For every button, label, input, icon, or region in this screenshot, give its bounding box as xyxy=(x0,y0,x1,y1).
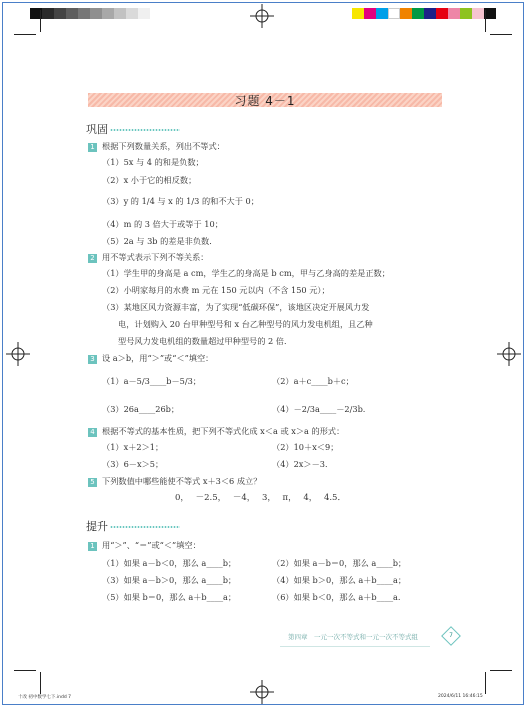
registration-mark-left-icon xyxy=(6,342,30,366)
question-number: 5 xyxy=(88,478,97,487)
q4-item-2: （2）10＋x＜9； xyxy=(272,442,339,452)
page-number: 7 xyxy=(449,632,453,639)
chapter-footer: 第四章 一元一次不等式和一元一次不等式组 xyxy=(288,633,418,641)
p1-item-5: （5）如果 b＝0，那么 a＋b____a； xyxy=(102,592,237,602)
q5-number-list: 0， －2.5， －4， 3， π， 4， 4.5． xyxy=(175,493,346,503)
registration-mark-bottom-icon xyxy=(250,680,274,704)
q3-item-1: （1）a－5/3____b－5/3； xyxy=(102,376,201,386)
crop-mark xyxy=(490,670,512,671)
question-1 xyxy=(88,141,225,152)
footer-divider xyxy=(280,646,430,647)
print-slug-timestamp: 2024/6/11 16:46:15 xyxy=(438,694,483,699)
crop-mark xyxy=(490,34,512,35)
q3-item-3: （3）26a____26b； xyxy=(102,404,180,414)
section-dots xyxy=(110,129,180,131)
q1-item-1: （1）5x 与 4 的和是负数； xyxy=(102,157,204,167)
q3-item-2: （2）a＋c____b＋c； xyxy=(272,376,354,386)
section-improve-label: 提升 xyxy=(86,520,108,533)
question-stem: 用“＞”、“＝”或“＜”填空： xyxy=(102,540,201,550)
question-stem: 设 a＞b，用“＞”或“＜”填空： xyxy=(102,353,214,363)
color-bar xyxy=(352,8,496,19)
question-stem: 用不等式表示下列不等关系： xyxy=(102,252,209,262)
question-4 xyxy=(88,426,344,437)
registration-mark-right-icon xyxy=(497,342,521,366)
section-consolidate-label: 巩固 xyxy=(86,123,108,136)
question-stem: 根据下列数量关系，列出不等式： xyxy=(102,141,225,151)
p1-item-6: （6）如果 b＜0，那么 a＋b____a. xyxy=(272,592,401,602)
question-3 xyxy=(88,353,213,364)
question-number: 2 xyxy=(88,254,97,263)
q2-item-3-cont: 电，计划购入 20 台甲种型号和 x 台乙种型号的风力发电机组，且乙种 xyxy=(118,319,373,329)
q1-item-2: （2）x 小于它的相反数； xyxy=(102,175,197,185)
improve-question-1 xyxy=(88,540,201,551)
exercise-title-band xyxy=(88,93,442,107)
p1-item-4: （4）如果 b＞0，那么 a＋b____a； xyxy=(272,575,407,585)
section-dots xyxy=(110,526,180,528)
section-consolidate xyxy=(86,121,180,137)
p1-item-1: （1）如果 a－b＜0，那么 a____b； xyxy=(102,558,237,568)
q2-item-1: （1）学生甲的身高是 a cm，学生乙的身高是 b cm，甲与乙身高的差是正数； xyxy=(102,268,390,278)
exercise-title: 习题 4－1 xyxy=(234,93,296,108)
question-stem: 下列数值中哪些能使不等式 x＋3＜6 成立？ xyxy=(102,476,262,486)
q1-item-3: （3）y 的 1/4 与 x 的 1/3 的和不大于 0； xyxy=(102,196,259,206)
print-slug-file: 十改 初中数学七下.indd 7 xyxy=(18,695,71,700)
q4-item-1: （1）x＋2＞1； xyxy=(102,442,164,452)
crop-mark xyxy=(14,34,36,35)
p1-item-3: （3）如果 a－b＞0，那么 a____b； xyxy=(102,575,237,585)
question-number: 3 xyxy=(88,355,97,364)
q3-item-4: （4）－2/3a____－2/3b. xyxy=(272,404,366,414)
question-number: 1 xyxy=(88,542,97,551)
crop-mark xyxy=(485,672,486,694)
question-5 xyxy=(88,476,261,487)
question-number: 4 xyxy=(88,428,97,437)
q2-item-3-cont: 型号风力发电机组的数量超过甲种型号的 2 倍． xyxy=(118,336,293,346)
crop-mark xyxy=(40,10,41,32)
question-stem: 根据不等式的基本性质，把下列不等式化成 x＜a 或 x＞a 的形式： xyxy=(102,426,345,436)
question-number: 1 xyxy=(88,143,97,152)
q4-item-4: （4）2x＞－3． xyxy=(272,459,334,469)
crop-mark xyxy=(14,670,36,671)
q1-item-4: （4）m 的 3 倍大于或等于 10； xyxy=(102,219,223,229)
q2-item-3: （3）某地区风力资源丰富，为了实现“低碳环保”，该地区决定开展风力发 xyxy=(102,302,370,312)
question-2 xyxy=(88,252,208,263)
section-improve xyxy=(86,518,180,534)
q1-item-5: （5）2a 与 3b 的差是非负数． xyxy=(102,236,218,246)
q4-item-3: （3）6－x＞5； xyxy=(102,459,164,469)
p1-item-2: （2）如果 a－b＝0，那么 a____b； xyxy=(272,558,407,568)
grayscale-bar xyxy=(30,8,150,19)
crop-mark xyxy=(40,672,41,694)
q2-item-2: （2）小明家每月的水费 m 元在 150 元以内（不含 150 元）； xyxy=(102,285,330,295)
crop-mark xyxy=(485,10,486,32)
registration-mark-top-icon xyxy=(250,4,274,28)
